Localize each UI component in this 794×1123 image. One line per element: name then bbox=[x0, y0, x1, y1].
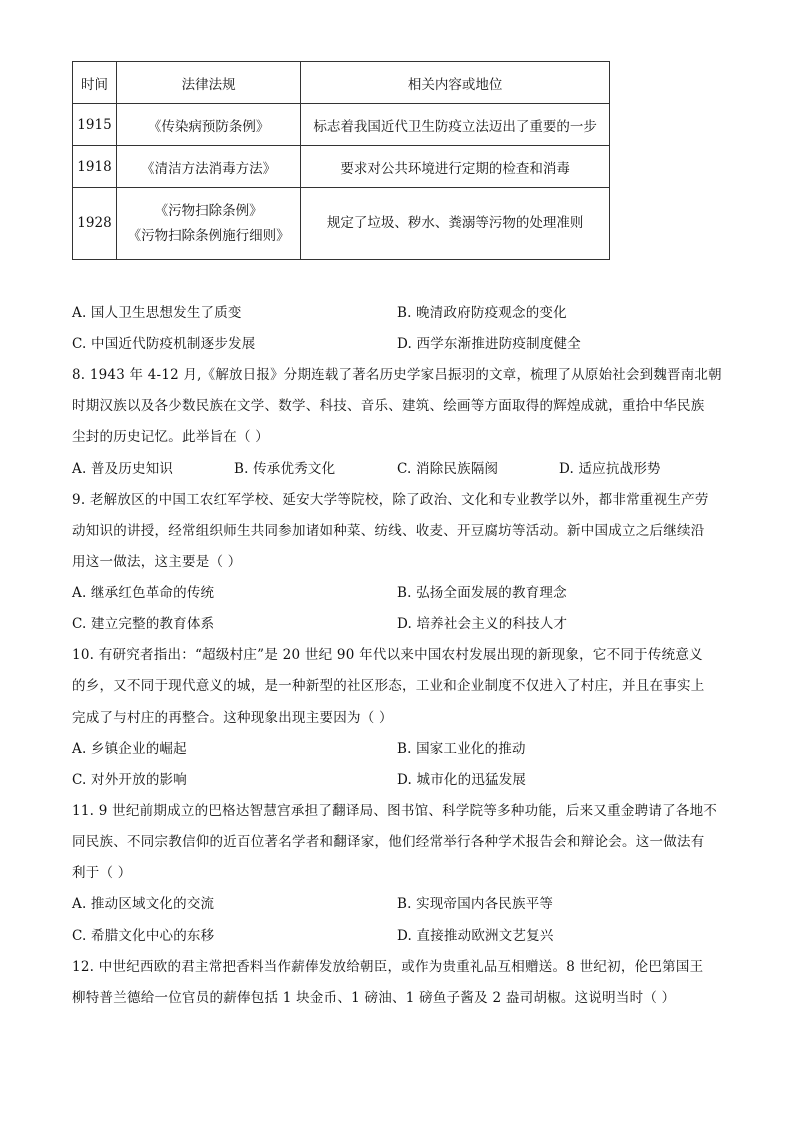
q8-stem-line: 8. 1943 年 4-12 月,《解放日报》分期连载了著名历史学家吕振羽的文章，梳理了从原始社会到魏晋南北朝 bbox=[72, 367, 722, 383]
cell-year: 1928 bbox=[73, 188, 117, 260]
q10-option-b[interactable]: B. 国家工业化的推动 bbox=[397, 741, 526, 757]
q10-option-c[interactable]: C. 对外开放的影响 bbox=[72, 772, 187, 788]
cell-law-line: 《污物扫除条例》 bbox=[154, 202, 263, 219]
q11-option-b[interactable]: B. 实现帝国内各民族平等 bbox=[397, 896, 554, 912]
cell-year: 1918 bbox=[73, 146, 117, 188]
q11-stem-line: 利于（ ） bbox=[72, 865, 132, 881]
q11-option-d[interactable]: D. 直接推动欧洲文艺复兴 bbox=[397, 928, 554, 944]
q9-stem-line: 用这一做法，这主要是（ ） bbox=[72, 554, 242, 570]
header-law: 法律法规 bbox=[116, 62, 300, 104]
cell-year: 1915 bbox=[73, 104, 117, 146]
header-content: 相关内容或地位 bbox=[301, 62, 610, 104]
q11-stem-line: 11. 9 世纪前期成立的巴格达智慧宫承担了翻译局、图书馆、科学院等多种功能，后来又重金聘请了各地不 bbox=[72, 803, 718, 819]
q11-option-a[interactable]: A. 推动区域文化的交流 bbox=[72, 896, 215, 912]
q12-stem-line: 柳特普兰德给一位官员的薪俸包括 1 块金币、1 磅油、1 磅鱼子酱及 2 盎司胡椒。这说明当时（ ） bbox=[72, 990, 676, 1006]
cell-content: 要求对公共环境进行定期的检查和消毒 bbox=[301, 146, 610, 188]
q7-option-c[interactable]: C. 中国近代防疫机制逐步发展 bbox=[72, 336, 256, 352]
cell-law: 《传染病预防条例》 bbox=[116, 104, 300, 146]
q9-stem-line: 动知识的讲授，经常组织师生共同参加诸如种菜、纺线、收麦、开豆腐坊等活动。新中国成立之后继续沿 bbox=[72, 523, 705, 539]
q7-option-d[interactable]: D. 西学东渐推进防疫制度健全 bbox=[397, 336, 581, 352]
q11-option-c[interactable]: C. 希腊文化中心的东移 bbox=[72, 928, 215, 944]
q10-stem-line: 10. 有研究者指出：“超级村庄”是 20 世纪 90 年代以来中国农村发展出现的新现象，它不同于传统意义 bbox=[72, 647, 703, 663]
q10-option-d[interactable]: D. 城市化的迅猛发展 bbox=[397, 772, 527, 788]
q12-stem-line: 12. 中世纪西欧的君主常把香料当作薪俸发放给朝臣，或作为贵重礼品互相赠送。8 世纪初，伦巴第国王 bbox=[72, 959, 704, 975]
q11-stem-line: 同民族、不同宗教信仰的近百位著名学者和翻译家，他们经常举行各种学术报告会和辩论会。这一做法有 bbox=[72, 834, 705, 850]
q8-stem-line: 尘封的历史记忆。此举旨在（ ） bbox=[72, 429, 270, 445]
law-table bbox=[72, 61, 610, 260]
q7-option-a[interactable]: A. 国人卫生思想发生了质变 bbox=[72, 305, 242, 321]
table-row bbox=[73, 104, 610, 146]
cell-law: 《清洁方法消毒方法》 bbox=[116, 146, 300, 188]
cell-content: 规定了垃圾、秽水、粪溺等污物的处理准则 bbox=[301, 188, 610, 260]
q9-option-d[interactable]: D. 培养社会主义的科技人才 bbox=[397, 616, 568, 632]
header-year: 时间 bbox=[73, 62, 117, 104]
table-header-row bbox=[73, 62, 610, 104]
cell-law-line: 《污物扫除条例施行细则》 bbox=[127, 227, 290, 244]
q8-option-d[interactable]: D. 适应抗战形势 bbox=[559, 461, 661, 477]
q9-stem-line: 9. 老解放区的中国工农红军学校、延安大学等院校，除了政治、文化和专业教学以外，都非常重视生产劳 bbox=[72, 492, 709, 508]
table-row bbox=[73, 146, 610, 188]
q10-option-a[interactable]: A. 乡镇企业的崛起 bbox=[72, 741, 187, 757]
q10-stem-line: 的乡，又不同于现代意义的城，是一种新型的社区形态，工业和企业制度不仅进入了村庄，并且在事实上 bbox=[72, 678, 705, 694]
q10-stem-line: 完成了与村庄的再整合。这种现象出现主要因为（ ） bbox=[72, 710, 393, 726]
q8-option-c[interactable]: C. 消除民族隔阂 bbox=[397, 461, 499, 477]
q8-stem-line: 时期汉族以及各少数民族在文学、数学、科技、音乐、建筑、绘画等方面取得的辉煌成就，重拾中华民族 bbox=[72, 398, 705, 414]
table-row bbox=[73, 188, 610, 260]
q9-option-b[interactable]: B. 弘扬全面发展的教育理念 bbox=[397, 585, 567, 601]
q8-option-b[interactable]: B. 传承优秀文化 bbox=[234, 461, 336, 477]
cell-law bbox=[116, 188, 300, 260]
q7-option-b[interactable]: B. 晚清政府防疫观念的变化 bbox=[397, 305, 567, 321]
cell-content: 标志着我国近代卫生防疫立法迈出了重要的一步 bbox=[301, 104, 610, 146]
q8-option-a[interactable]: A. 普及历史知识 bbox=[72, 461, 174, 477]
q9-option-c[interactable]: C. 建立完整的教育体系 bbox=[72, 616, 215, 632]
q9-option-a[interactable]: A. 继承红色革命的传统 bbox=[72, 585, 215, 601]
